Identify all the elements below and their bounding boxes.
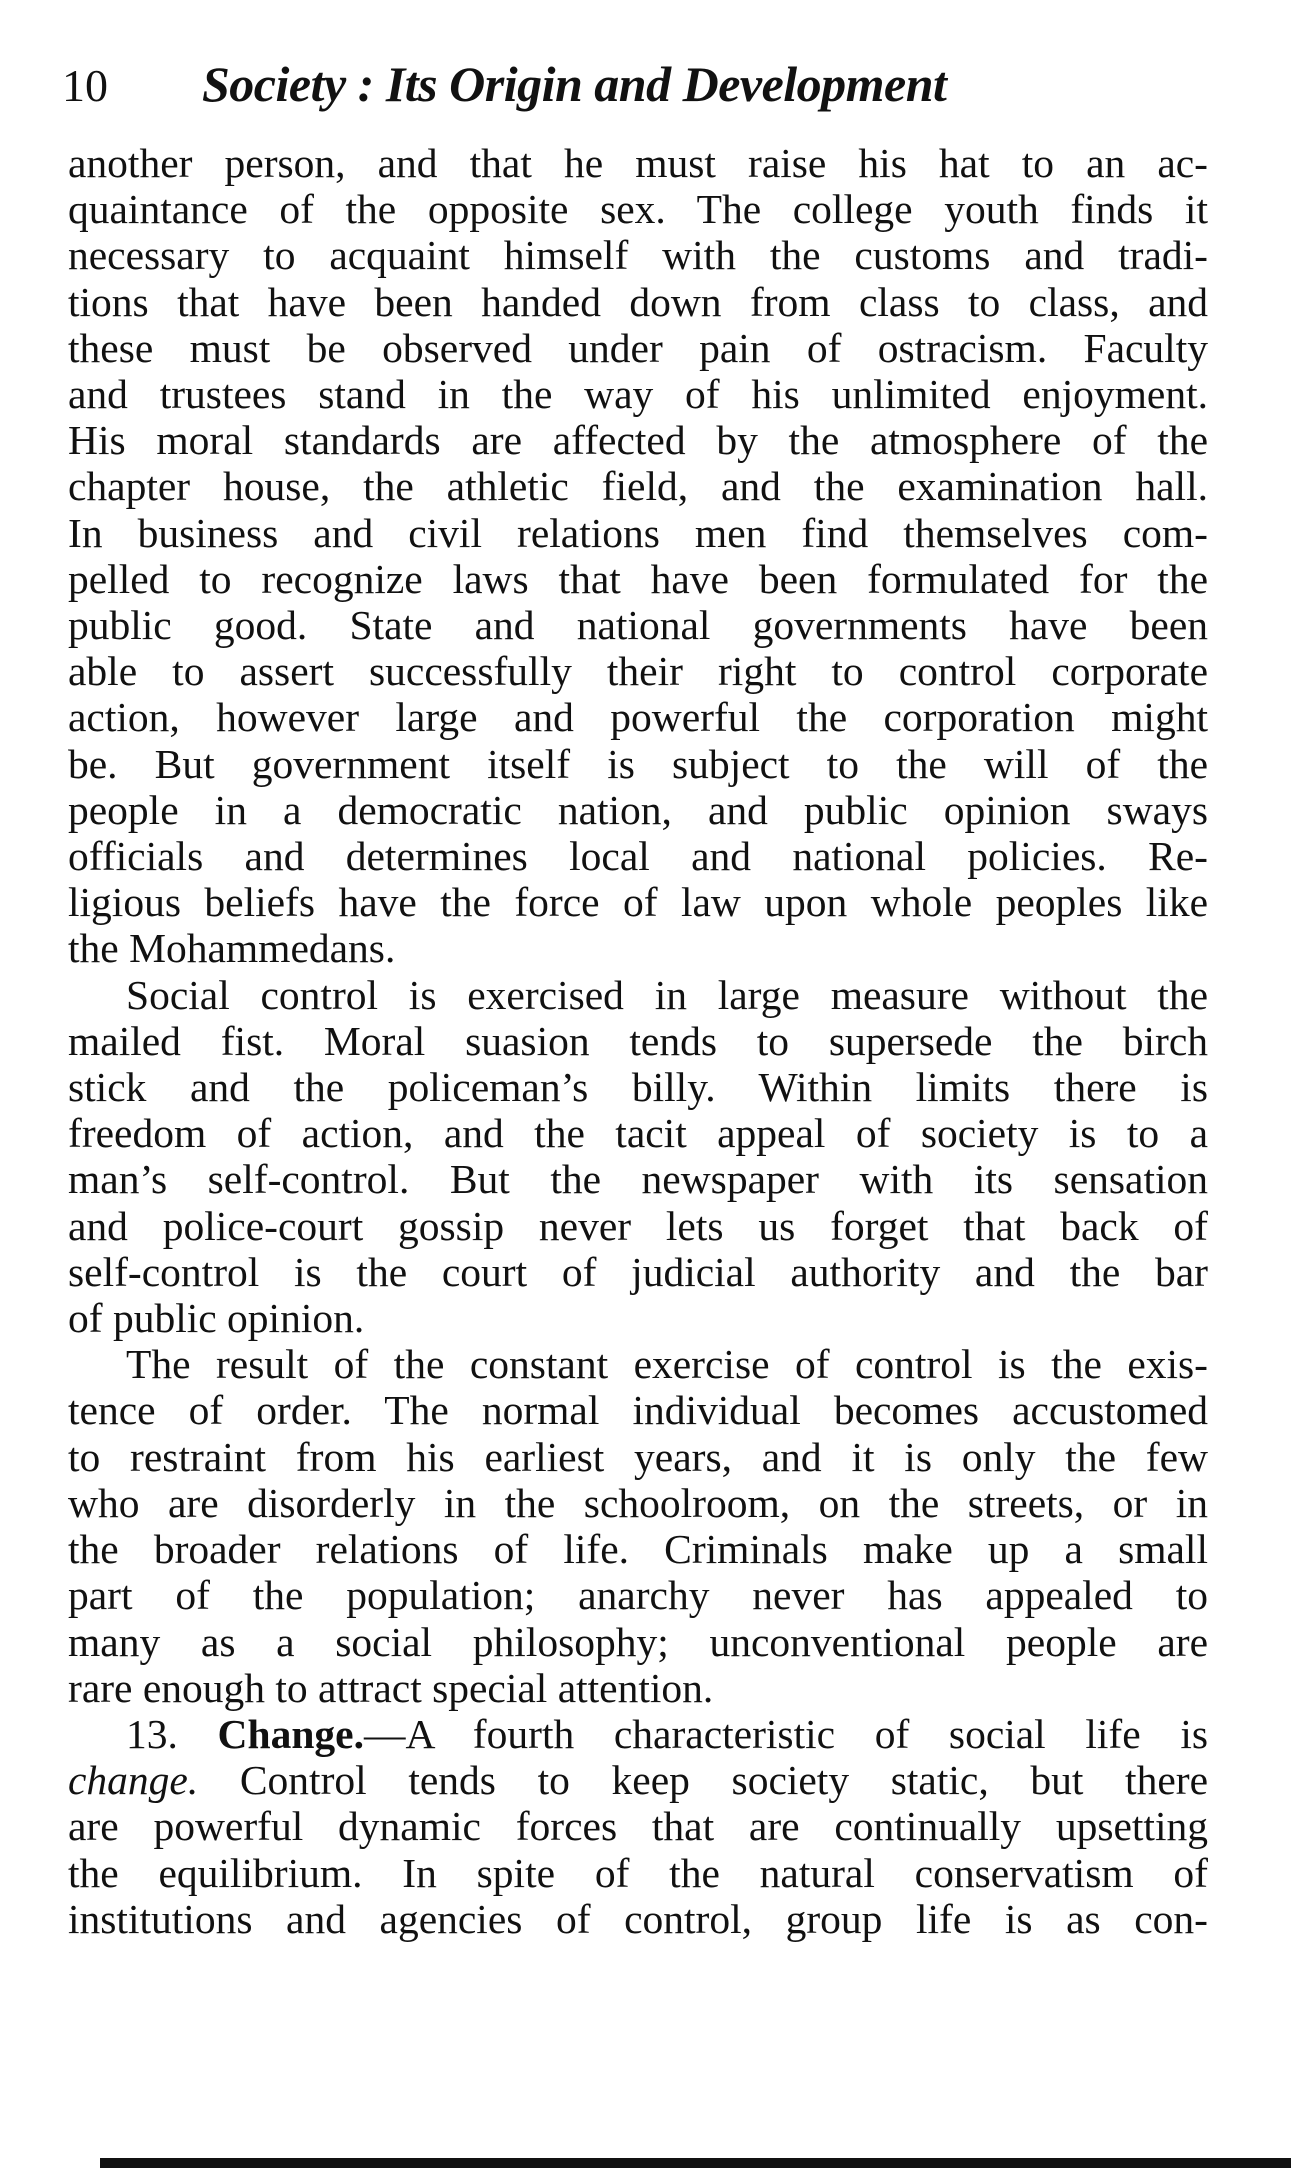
text-line: these must be observed under pain of ostracism. Faculty [68,324,1208,371]
paragraph-1 [68,140,1208,972]
text-line: ligious beliefs have the force of law upon whole peoples like [68,879,1208,926]
text-line: Social control is exercised in large measure without the [126,971,1208,1018]
text-line: chapter house, the athletic field, and the examination hall. [68,463,1208,510]
text-line: the broader relations of life. Criminals make up a small [68,1526,1208,1573]
text-line: stick and the policeman’s billy. Within limits there is [68,1064,1208,1111]
paragraph-2 [68,972,1208,1342]
text-line: the Mohammedans. [68,925,396,972]
text-line: rare enough to attract special attention. [68,1664,714,1711]
section-second-line [68,1757,1208,1803]
section-number: 13. [126,1710,178,1757]
section-first-line [68,1711,1208,1757]
text-line: officials and determines local and national policies. Re- [68,833,1208,880]
text-line: and trustees stand in the way of his unlimited enjoyment. [68,371,1208,418]
text-line: the equilibrium. In spite of the natural conservatism of [68,1849,1208,1896]
text-line: In business and civil relations men find themselves com- [68,509,1208,556]
text-line: tence of order. The normal individual becomes accustomed [68,1387,1208,1434]
bottom-rule [100,2158,1291,2168]
text-line: pelled to recognize laws that have been formulated for the [68,555,1208,602]
text-line: another person, and that he must raise his hat to an ac- [68,140,1208,186]
text-line: self-control is the court of judicial authority and the bar [68,1248,1208,1295]
page-header [62,55,1212,125]
text-line: part of the population; anarchy never has appealed to [68,1572,1208,1619]
running-title: Society : Its Origin and Development [202,56,947,112]
section-term: change. [68,1757,199,1804]
text-line: people in a democratic nation, and public opinion sways [68,786,1208,833]
section-second-line-text: Control tends to keep society static, but there [198,1757,1208,1804]
text-line: of public opinion. [68,1295,365,1342]
text-line: His moral standards are affected by the atmosphere of the [68,417,1208,464]
text-line: freedom of action, and the tacit appeal of society is to a [68,1110,1208,1157]
text-line: many as a social philosophy; unconventional people are [68,1618,1208,1665]
text-line: able to assert successfully their right to control corporate [68,648,1208,695]
text-line: man’s self-control. But the newspaper with its sensation [68,1156,1208,1203]
text-line: quaintance of the opposite sex. The college youth finds it [68,186,1208,233]
section-heading: Change. [217,1710,364,1757]
text-line: tions that have been handed down from class to class, and [68,278,1208,325]
section-13-paragraph [68,1711,1208,1942]
text-line: The result of the constant exercise of control is the exis- [126,1341,1208,1388]
paragraph-3 [68,1341,1208,1711]
text-line: institutions and agencies of control, group life is as con- [68,1895,1208,1942]
text-line: to restraint from his earliest years, and it is only the few [68,1433,1208,1480]
text-line: are powerful dynamic forces that are continually upsetting [68,1803,1208,1850]
text-line: necessary to acquaint himself with the customs and tradi- [68,232,1208,279]
text-line: public good. State and national governments have been [68,602,1208,649]
text-line: mailed fist. Moral suasion tends to supersede the birch [68,1017,1208,1064]
page-number: 10 [62,60,108,111]
text-line: be. But government itself is subject to the will of the [68,740,1208,787]
body-text [68,140,1208,1942]
section-first-line-text: —A fourth characteristic of social life is [363,1710,1208,1757]
text-line: and police-court gossip never lets us forget that back of [68,1202,1208,1249]
text-line: action, however large and powerful the corporation might [68,694,1208,741]
text-line: who are disorderly in the schoolroom, on the streets, or in [68,1479,1208,1526]
